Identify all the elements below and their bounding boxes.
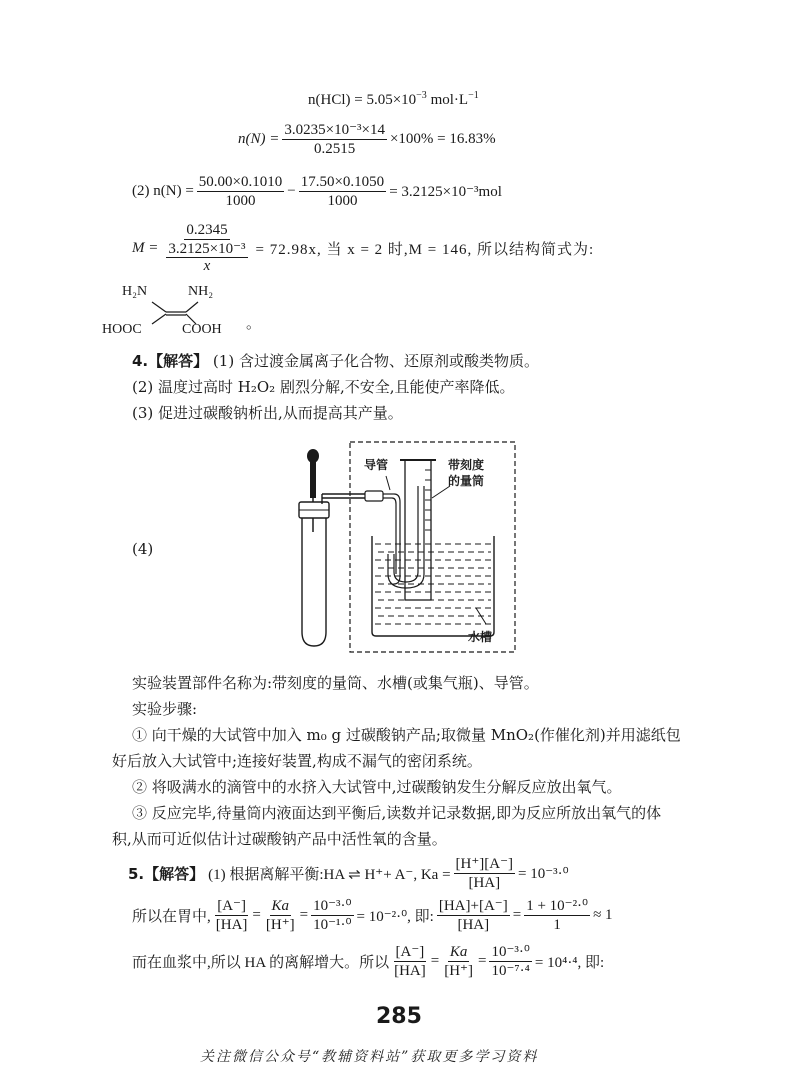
q5-line3-end: = 10⁴·⁴, 即: bbox=[534, 955, 605, 971]
equation-n-percent bbox=[238, 122, 496, 157]
label-tube: 导管 bbox=[364, 458, 389, 472]
equation-hcl-unit: mol·L bbox=[426, 92, 469, 108]
fraction-numerator: Ka bbox=[271, 898, 290, 914]
structure-end-mark: 。 bbox=[246, 314, 262, 332]
equation-n2-frac1 bbox=[197, 174, 284, 209]
q4-line2: (2) 温度过高时 H₂O₂ 剧烈分解,不安全,且能使产率降低。 bbox=[132, 378, 515, 396]
q4-steps-title: 实验步骤: bbox=[132, 700, 198, 718]
equation-n2-minus: − bbox=[287, 183, 296, 199]
q4-step1-line2: 好后放入大试管中;连接好装置,构成不漏气的密闭系统。 bbox=[112, 752, 482, 770]
structure-bonds bbox=[100, 282, 260, 344]
fraction-numerator: 10⁻³·⁰ bbox=[313, 898, 352, 914]
q4-label: 4.【解答】 bbox=[132, 352, 209, 370]
fraction-denominator-top: 3.2125×10⁻³ bbox=[168, 241, 246, 257]
q5-line2-frac5 bbox=[524, 898, 590, 933]
q5-line2-frac1 bbox=[214, 898, 250, 933]
structure-amine-left: H₂N bbox=[122, 284, 148, 299]
q5-line3-text: 而在血浆中,所以 HA 的离解增大。所以 bbox=[132, 955, 390, 971]
equation-m-rhs: = 72.98x, 当 x = 2 时,M = 146, 所以结构简式为: bbox=[255, 241, 595, 258]
q5-line2-end: ≈ 1 bbox=[593, 907, 613, 923]
fraction-denominator: 0.2515 bbox=[314, 141, 356, 157]
footer-note: 关注微信公众号“教辅资料站”获取更多学习资料 bbox=[200, 1049, 539, 1065]
structure-amine-right: NH₂ bbox=[188, 284, 214, 299]
q5-line3-frac3 bbox=[489, 944, 531, 979]
label-trough: 水槽 bbox=[468, 630, 493, 644]
fraction-numerator: 17.50×0.1050 bbox=[300, 174, 385, 190]
q5-line2-eq1: = bbox=[252, 907, 261, 923]
equation-n-2 bbox=[132, 174, 502, 209]
fraction-denominator: 1000 bbox=[327, 193, 358, 209]
q5-line2-frac2 bbox=[264, 898, 297, 933]
page-number: 285 bbox=[376, 1004, 422, 1029]
q4-step2: ② 将吸满水的滴管中的水挤入大试管中,过碳酸钠发生分解反应放出氧气。 bbox=[132, 778, 622, 796]
q5-line2-eq3: = bbox=[512, 907, 522, 923]
equation-hcl bbox=[308, 92, 479, 109]
fraction-numerator: 0.2345 bbox=[186, 222, 228, 238]
q5-line2-mid: = 10⁻²·⁰, 即: bbox=[356, 909, 434, 925]
q5-line2-eq2: = bbox=[299, 907, 309, 923]
fraction-numerator: [H⁺][A⁻] bbox=[455, 856, 514, 872]
q4-line1-text: (1) 含过渡金属离子化合物、还原剂或酸类物质。 bbox=[212, 352, 539, 370]
fraction-denominator: 10⁻⁷·⁴ bbox=[491, 963, 530, 979]
q4-part4-label: (4) bbox=[132, 540, 154, 558]
equation-m-lhs: M = bbox=[132, 239, 159, 256]
fraction-numerator: [A⁻] bbox=[395, 944, 425, 960]
q5-line1-rhs: = 10⁻³·⁰ bbox=[518, 866, 569, 882]
q4-parts-sentence: 实验装置部件名称为:带刻度的量筒、水槽(或集气瓶)、导管。 bbox=[132, 674, 539, 692]
dashed-enclosure bbox=[350, 442, 515, 652]
equation-hcl-unit-exp: −1 bbox=[468, 90, 479, 101]
q4-line3: (3) 促进过碳酸钠析出,从而提高其产量。 bbox=[132, 404, 403, 422]
q5-line3-eq1: = bbox=[430, 953, 440, 969]
fraction-denominator: [H⁺] bbox=[265, 917, 295, 933]
structure-carboxyl-left: HOOC bbox=[102, 322, 142, 337]
q5-line1 bbox=[128, 856, 569, 891]
q5-ka-fraction bbox=[454, 856, 515, 891]
fraction-denominator: 1 bbox=[553, 917, 561, 933]
fraction-numerator: Ka bbox=[449, 944, 468, 960]
q5-line1-text: (1) 根据离解平衡:HA ⇌ H⁺+ A⁻, Ka = bbox=[208, 867, 451, 883]
q5-line2 bbox=[132, 898, 613, 933]
equation-hcl-exp: −3 bbox=[416, 90, 427, 101]
fraction-numerator: 50.00×0.1010 bbox=[198, 174, 283, 190]
fraction-denominator: 1000 bbox=[225, 193, 256, 209]
equation-n-rhs: ×100% = 16.83% bbox=[389, 131, 496, 147]
fraction-denominator bbox=[164, 240, 249, 274]
q5-label: 5.【解答】 bbox=[128, 865, 205, 883]
fraction-numerator: [HA]+[A⁻] bbox=[438, 898, 508, 914]
fraction-denominator: [H⁺] bbox=[444, 963, 473, 979]
equation-n2-frac2 bbox=[299, 174, 386, 209]
q4-line1 bbox=[132, 348, 539, 374]
q5-line2-frac3 bbox=[311, 898, 353, 933]
fraction-numerator: 10⁻³·⁰ bbox=[491, 944, 530, 960]
equation-n-fraction bbox=[282, 122, 387, 157]
label-cylinder-line1: 带刻度 bbox=[448, 458, 485, 472]
equation-m-fraction bbox=[164, 222, 249, 274]
fraction-denominator: [HA] bbox=[215, 917, 248, 933]
apparatus-drawing bbox=[290, 436, 520, 658]
fraction-numerator: [A⁻] bbox=[217, 898, 246, 914]
structural-formula bbox=[100, 282, 260, 344]
equation-m bbox=[132, 222, 594, 274]
fraction-denominator: 10⁻¹·⁰ bbox=[313, 917, 352, 933]
apparatus-diagram bbox=[290, 436, 520, 658]
fraction-denominator: [HA] bbox=[457, 917, 490, 933]
fraction-denominator: [HA] bbox=[394, 963, 426, 979]
structure-carboxyl-right: COOH bbox=[182, 322, 222, 337]
equation-n2-rhs: = 3.2125×10⁻³mol bbox=[389, 184, 502, 200]
q4-step3-line2: 积,从而可近似估计过碳酸钠产品中活性氧的含量。 bbox=[112, 830, 447, 848]
fraction-denominator: [HA] bbox=[468, 875, 501, 891]
label-cylinder-line2: 的量筒 bbox=[448, 474, 485, 488]
equation-hcl-lhs: n(HCl) = 5.05×10 bbox=[308, 92, 417, 108]
fraction-numerator: 1 + 10⁻²·⁰ bbox=[526, 898, 589, 914]
fraction-numerator: 3.0235×10⁻³×14 bbox=[284, 122, 385, 138]
q5-line2-frac4 bbox=[437, 898, 510, 933]
fraction-denominator-bottom: x bbox=[203, 258, 211, 274]
equation-n-lhs: n(N) = bbox=[238, 131, 280, 147]
q5-line3-frac1 bbox=[392, 944, 428, 979]
q4-step3-line1: ③ 反应完毕,待量筒内液面达到平衡后,读数并记录数据,即为反应所放出氧气的体 bbox=[132, 804, 662, 822]
q5-line3 bbox=[132, 944, 604, 979]
q5-line3-eq2: = bbox=[477, 953, 487, 969]
equation-n2-prefix: (2) n(N) = bbox=[132, 183, 194, 199]
q5-line2-text: 所以在胃中, bbox=[132, 909, 211, 925]
q5-line3-frac2 bbox=[442, 944, 475, 979]
q4-step1-line1: ① 向干燥的大试管中加入 m₀ g 过碳酸钠产品;取微量 MnO₂(作催化剂)并用滤纸包 bbox=[132, 726, 681, 744]
